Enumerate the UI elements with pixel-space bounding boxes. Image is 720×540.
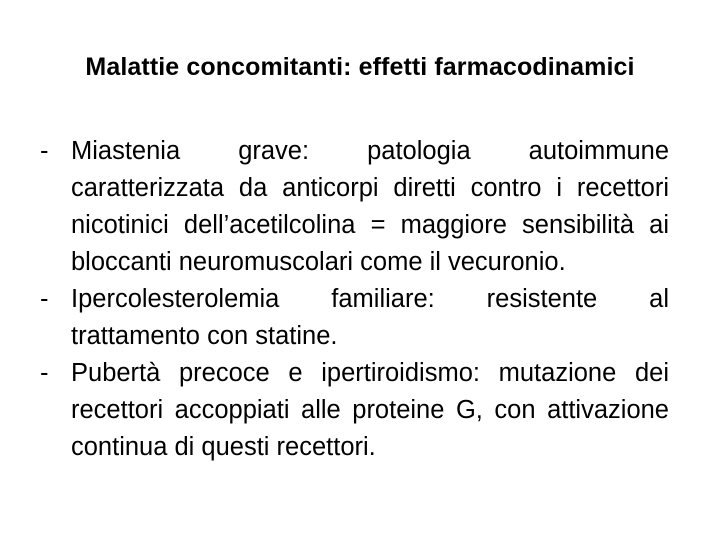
bullet-text: Pubertà precoce e ipertiroidismo: mutazione dei recettori accoppiati alle proteine G, con attivazione continua di questi recettori. xyxy=(71,359,669,461)
bullet-marker: - xyxy=(40,359,49,387)
bullet-item xyxy=(40,133,669,281)
bullet-item xyxy=(40,355,669,466)
bullet-marker: - xyxy=(40,137,49,165)
slide-title: Malattie concomitanti: effetti farmacodinamici xyxy=(85,53,635,81)
bullet-marker: - xyxy=(40,285,49,313)
bullet-list xyxy=(40,133,669,466)
bullet-text: Miastenia grave: patologia autoimmune caratterizzata da anticorpi diretti contro i recettori nicotinici dell’acetilcolina = maggiore sensibilità ai bloccanti neuromuscolari come il vecuronio. xyxy=(71,137,669,276)
bullet-text: Ipercolesterolemia familiare: resistente al trattamento con statine. xyxy=(71,285,669,350)
bullet-item xyxy=(40,281,669,355)
